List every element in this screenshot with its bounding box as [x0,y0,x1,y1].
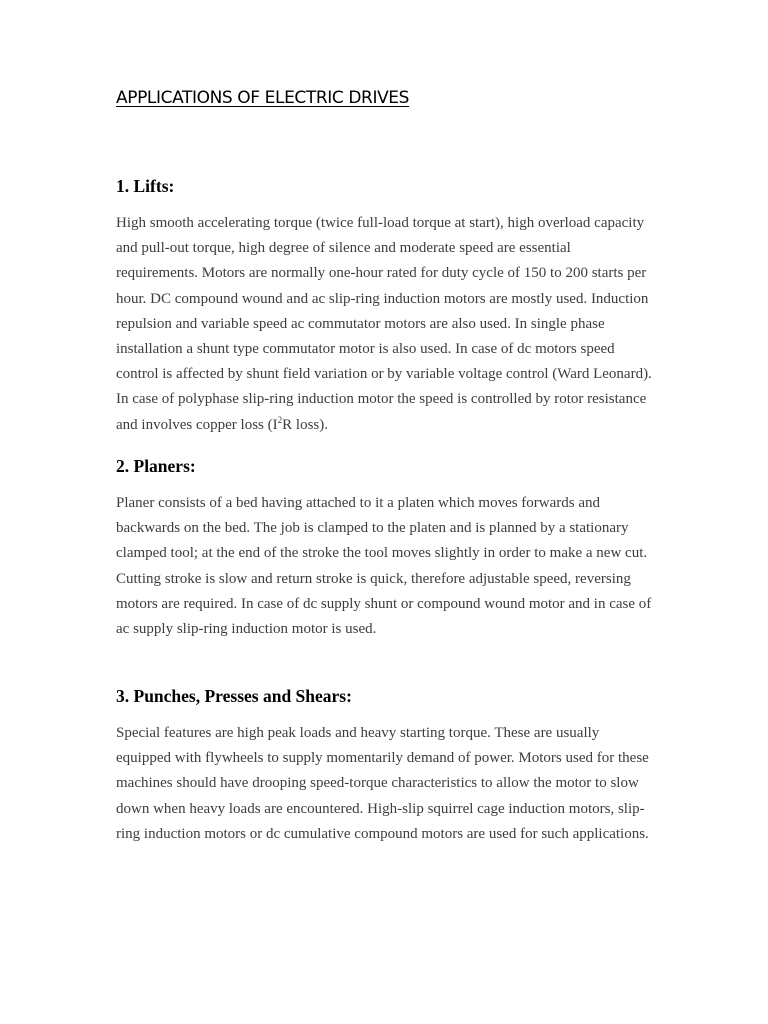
section-body [116,211,656,438]
document-title: APPLICATIONS OF ELECTRIC DRIVES [116,88,410,108]
section-lifts [116,176,656,438]
section-body: Special features are high peak loads and heavy starting torque. These are usually equipped with flywheels to supply momentarily demand of power. Motors used for these machines should have drooping speed-torque characteristics to allow the motor to slow down when heavy loads are encountered. High-slip squirrel cage induction motors, slip-ring induction motors or dc cumulative compound motors are used for such applications. [116,725,649,842]
section-planers [116,456,656,642]
body-text: High smooth accelerating torque (twice full-load torque at start), high overload capacity and pull-out torque, high degree of silence and moderate speed are essential requirements. Motors are normally one-hour rated for duty cycle of 150 to 200 starts per hour. DC compound wound and ac slip-ring induction motors are mostly used. Induction repulsion and variable speed ac commutator motors are also used. In single phase installation a shunt type commutator motor is also used. In case of dc motors speed control is affected by shunt field variation or by variable voltage control (Ward Leonard). In case of polyphase slip-ring induction motor the speed is controlled by rotor resistance and involves copper loss (I [116,215,652,433]
section-body: Planer consists of a bed having attached to it a platen which moves forwards and backwards on the bed. The job is clamped to the platen and is planned by a stationary clamped tool; at the end of the stroke the tool moves slightly in order to make a new cut. Cutting stroke is slow and return stroke is quick, therefore adjustable speed, reversing motors are required. In case of dc supply shunt or compound wound motor and in case of ac supply slip-ring induction motor is used. [116,495,652,638]
section-heading: 1. Lifts: [116,176,175,196]
body-text-tail: R loss). [282,416,328,433]
section-heading: 2. Planers: [116,456,196,476]
superscript: 2 [277,414,283,425]
section-heading: 3. Punches, Presses and Shears: [116,686,352,706]
section-punches-presses-shears [116,686,656,847]
